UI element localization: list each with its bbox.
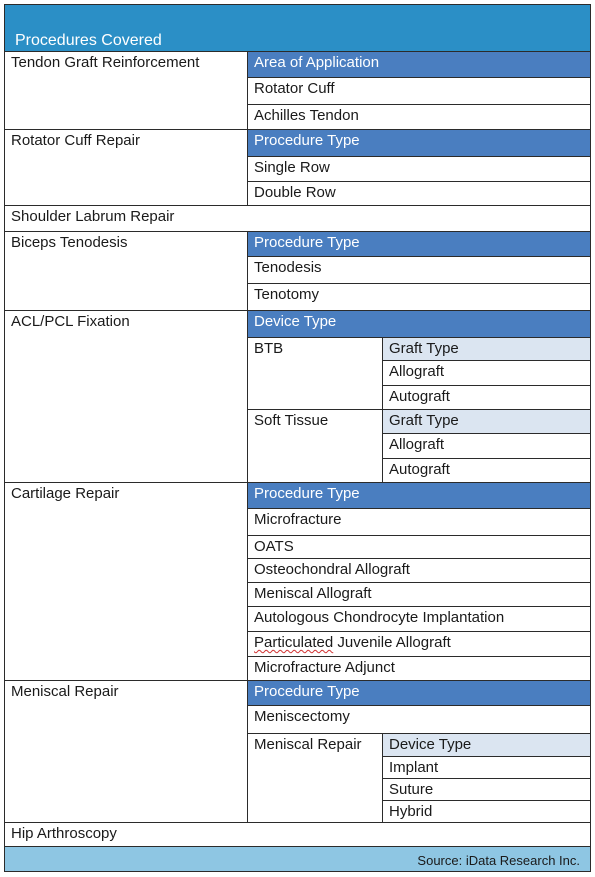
source-footer [5, 846, 590, 871]
procedure-cell [5, 822, 590, 846]
procedure-cell [5, 482, 247, 680]
group-label-cell: Soft Tissue [247, 409, 382, 482]
procedure-label: Meniscal Repair [11, 683, 119, 700]
procedure-cell [5, 310, 247, 482]
group-label-cell: BTB [247, 337, 382, 409]
item-cell: Single Row [247, 156, 590, 181]
item-cell: Autologous Chondrocyte Implantation [247, 606, 590, 631]
item-cell: Osteochondral Allograft [247, 558, 590, 582]
item-cell: OATS [247, 535, 590, 558]
item-cell: Suture [382, 778, 590, 800]
item-cell: Achilles Tendon [247, 104, 590, 129]
subcategory-header: Graft Type [382, 337, 590, 360]
item-cell: Meniscal Allograft [247, 582, 590, 606]
procedure-cell [5, 231, 247, 310]
procedure-label: ACL/PCL Fixation [11, 313, 130, 330]
category-header: Procedure Type [247, 482, 590, 508]
group-label-cell: Meniscal Repair [247, 733, 382, 822]
item-cell: Allograft [382, 360, 590, 385]
procedure-label: Rotator Cuff Repair [11, 132, 140, 149]
source-label: Source: iData Research Inc. [417, 853, 580, 868]
item-cell: Autograft [382, 385, 590, 409]
item-cell: Rotator Cuff [247, 77, 590, 104]
item-cell: Particulated Juvenile Allograft [247, 631, 590, 656]
item-cell: Implant [382, 756, 590, 778]
subcategory-header: Device Type [382, 733, 590, 756]
table-title: Procedures Covered [15, 32, 162, 49]
category-header: Procedure Type [247, 129, 590, 156]
procedure-cell [5, 680, 247, 822]
procedures-table [4, 4, 591, 872]
item-cell: Tenodesis [247, 256, 590, 283]
procedure-cell [5, 51, 247, 129]
procedure-label: Cartilage Repair [11, 485, 120, 502]
table-title-bar [5, 5, 590, 51]
item-cell: Double Row [247, 181, 590, 205]
category-header: Area of Application [247, 51, 590, 77]
subcategory-header: Graft Type [382, 409, 590, 433]
item-cell: Tenotomy [247, 283, 590, 310]
procedure-cell [5, 129, 247, 205]
procedure-label: Biceps Tenodesis [11, 234, 128, 251]
procedure-label: Hip Arthroscopy [11, 825, 117, 842]
procedure-label: Tendon Graft Reinforcement [11, 54, 200, 71]
item-cell: Microfracture Adjunct [247, 656, 590, 680]
item-cell: Autograft [382, 458, 590, 482]
procedure-cell [5, 205, 590, 231]
category-header: Procedure Type [247, 231, 590, 256]
item-cell: Allograft [382, 433, 590, 458]
category-header: Procedure Type [247, 680, 590, 705]
procedure-label: Shoulder Labrum Repair [11, 208, 175, 225]
item-cell: Meniscectomy [247, 705, 590, 733]
category-header: Device Type [247, 310, 590, 337]
item-cell: Hybrid [382, 800, 590, 822]
item-cell: Microfracture [247, 508, 590, 535]
